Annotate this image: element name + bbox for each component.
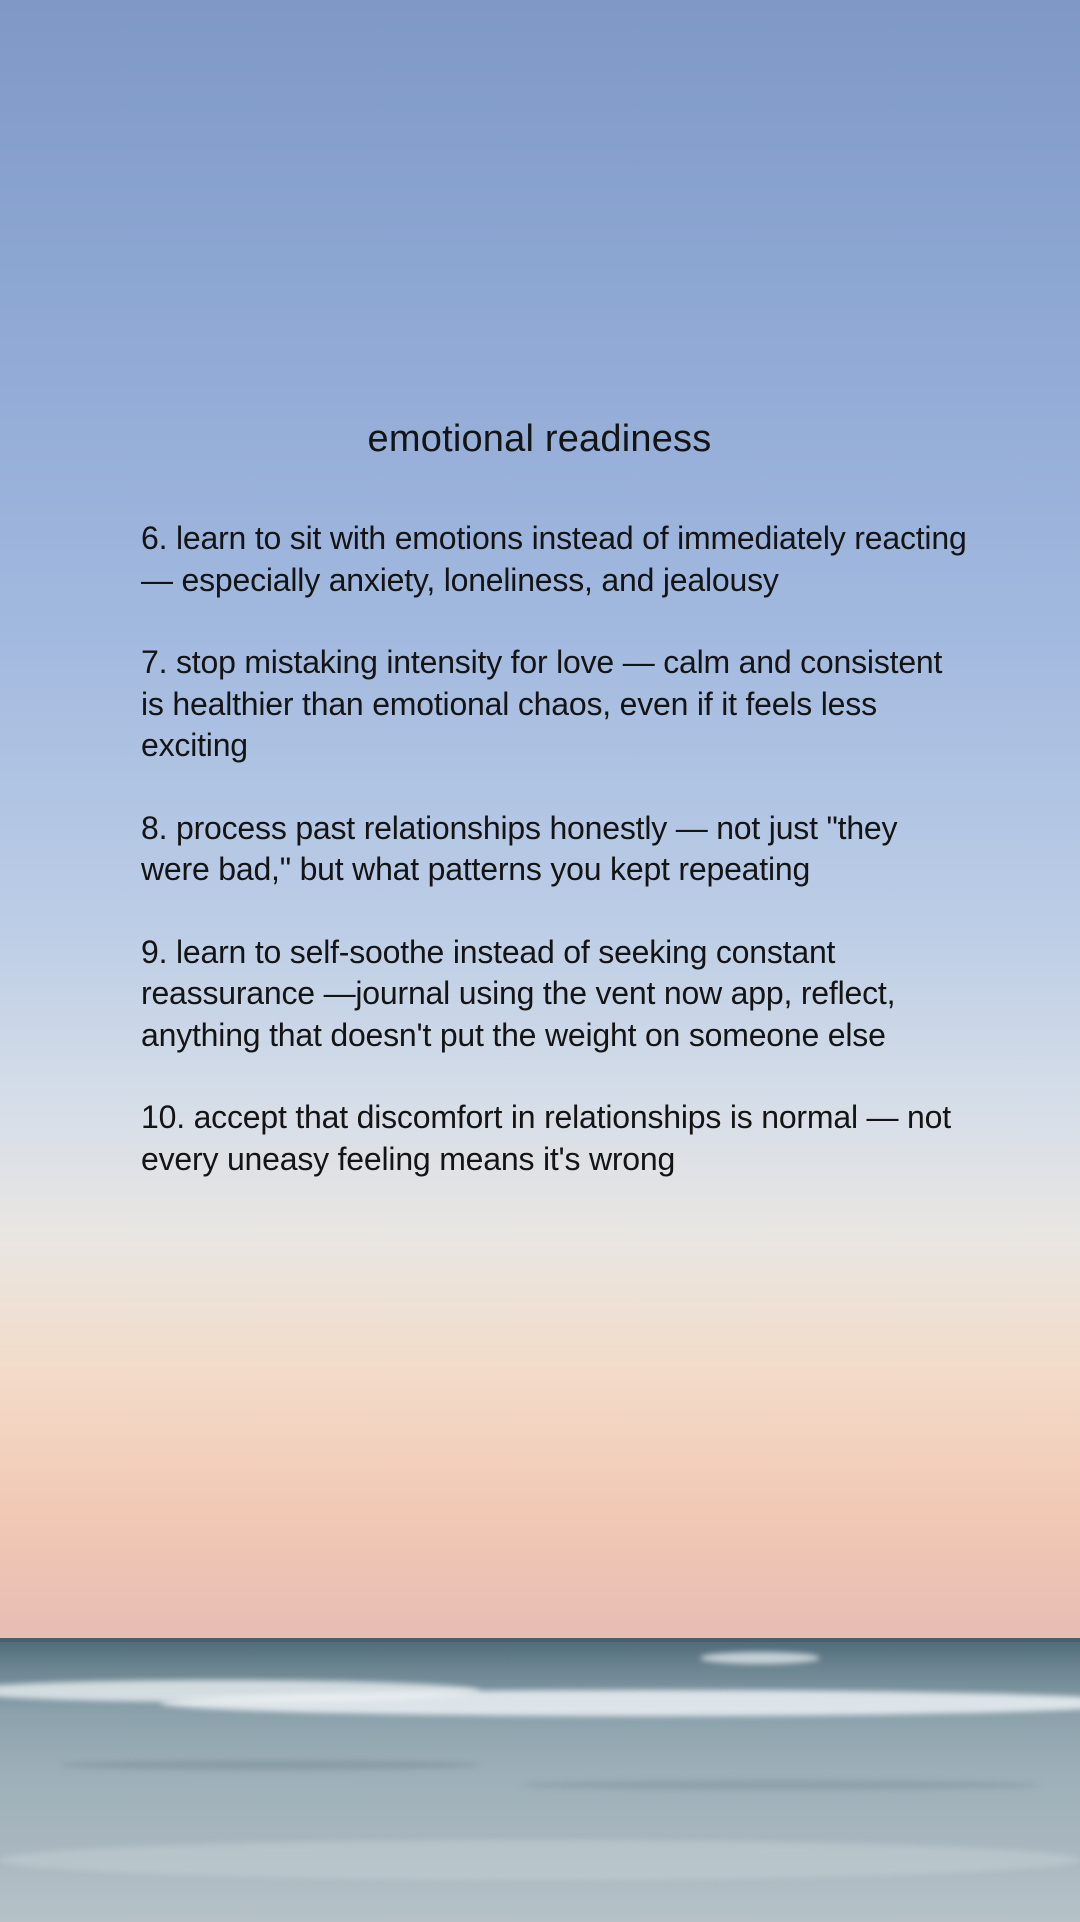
horizon-line — [0, 1638, 1080, 1642]
wave — [700, 1652, 820, 1664]
list-item: 6. learn to sit with emotions instead of immediately reacting — especially anxiety, loneliness, and jealousy — [141, 520, 967, 598]
list-item: 10. accept that discomfort in relationships is normal — not every uneasy feeling means it's wrong — [141, 1099, 951, 1177]
wave — [60, 1760, 480, 1770]
tips-list — [141, 518, 971, 1221]
list-item: 7. stop mistaking intensity for love — calm and consistent is healthier than emotional chaos, even if it feels less exciting — [141, 644, 943, 763]
wave — [520, 1780, 1040, 1790]
page-title: emotional readiness — [367, 418, 712, 460]
list-item: 9. learn to self-soothe instead of seeking constant reassurance —journal using the vent now app, reflect, anything that doesn't put the weight on someone else — [141, 933, 896, 1053]
list-item: 8. process past relationships honestly — not just "they were bad," but what patterns you kept repeating — [141, 809, 898, 887]
wave — [0, 1840, 1080, 1880]
